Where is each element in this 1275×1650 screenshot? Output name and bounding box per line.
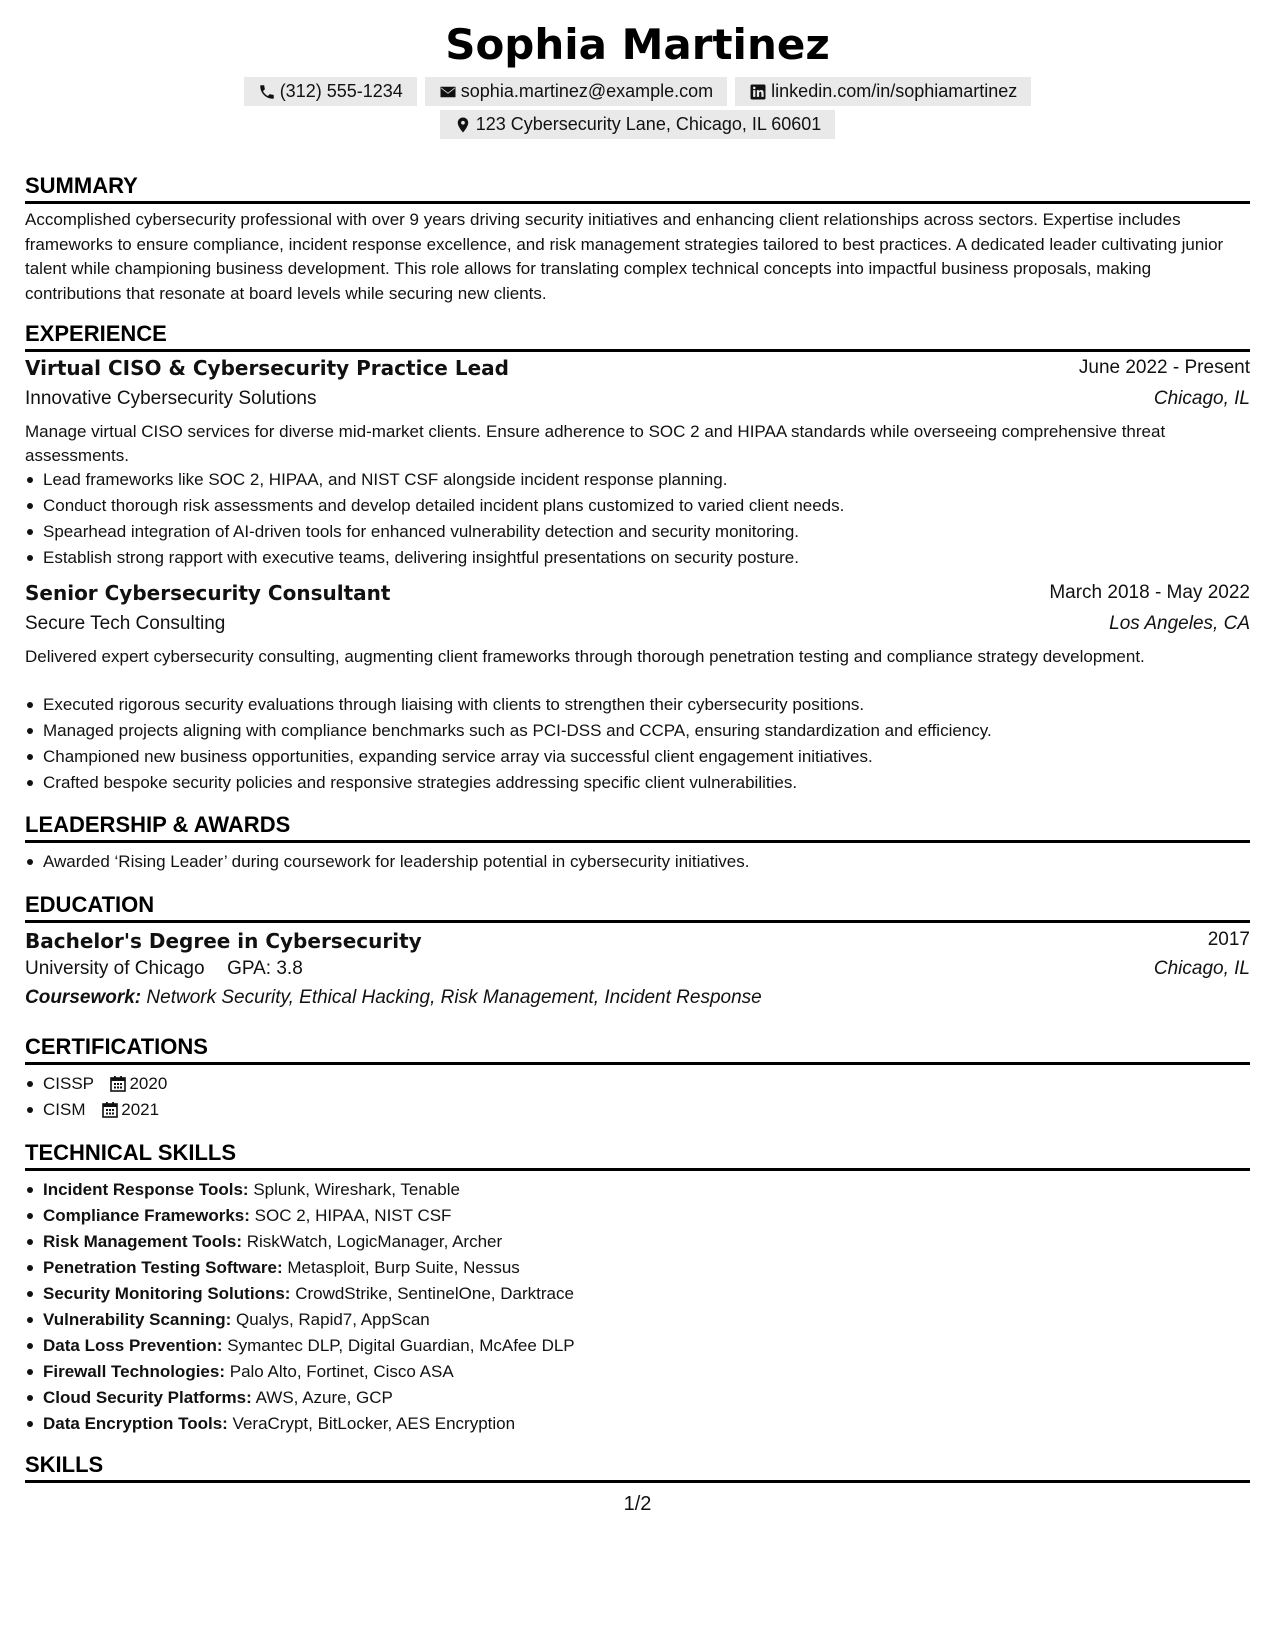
job-title: Virtual CISO & Cybersecurity Practice Lead (25, 356, 509, 380)
map-pin-icon (454, 116, 472, 134)
skill-label: Risk Management Tools: (43, 1232, 242, 1251)
list-item (43, 1411, 1250, 1437)
list-item (43, 1385, 1250, 1411)
section-title: EDUCATION (25, 892, 155, 917)
contact-row (25, 77, 1250, 106)
list-item (43, 1071, 1250, 1097)
technical-skills-section (25, 1139, 1250, 1171)
skill-value: Splunk, Wireshark, Tenable (253, 1180, 460, 1199)
skill-value: RiskWatch, LogicManager, Archer (246, 1232, 503, 1251)
job-dates: June 2022 - Present (1078, 357, 1250, 378)
skills-section (25, 1451, 1250, 1483)
job-bullets (25, 467, 1250, 571)
list-item (43, 1333, 1250, 1359)
skill-value: AWS, Azure, GCP (255, 1388, 393, 1407)
cert-name: CISM (43, 1100, 86, 1119)
degree-title: Bachelor's Degree in Cybersecurity (25, 929, 422, 953)
list-item (43, 1359, 1250, 1385)
linkedin-chip[interactable] (735, 77, 1031, 106)
phone-icon (258, 83, 276, 101)
email-text: sophia.martinez@example.com (460, 81, 714, 101)
section-title: EXPERIENCE (25, 321, 167, 346)
skill-value: Symantec DLP, Digital Guardian, McAfee DLP (227, 1336, 575, 1355)
section-divider (25, 920, 1250, 923)
page-number: 1/2 (623, 1493, 652, 1515)
list-item: Executed rigorous security evaluations through liaising with clients to strengthen their cybersecurity positions. (43, 692, 1250, 718)
list-item (43, 1097, 1250, 1123)
coursework (25, 987, 762, 1009)
technical-skills-list (25, 1177, 1250, 1437)
list-item (43, 1307, 1250, 1333)
section-divider (25, 840, 1250, 843)
job-location: Chicago, IL (1153, 388, 1250, 409)
list-item: Championed new business opportunities, expanding service array via successful client engagement initiatives. (43, 744, 1250, 770)
certifications-list (25, 1071, 1250, 1123)
skill-value: Metasploit, Burp Suite, Nessus (287, 1258, 520, 1277)
job-description: Manage virtual CISO services for diverse mid-market clients. Ensure adherence to SOC 2 and HIPAA standards while overseeing comprehensive threat assessments. (25, 422, 1166, 465)
list-item: Spearhead integration of AI-driven tools for enhanced vulnerability detection and security monitoring. (43, 519, 1250, 545)
section-title: TECHNICAL SKILLS (25, 1140, 237, 1165)
address-text: 123 Cybersecurity Lane, Chicago, IL 60601 (475, 114, 822, 134)
list-item: Awarded ‘Rising Leader’ during coursework for leadership potential in cybersecurity initiatives. (43, 849, 1250, 875)
education-section (25, 891, 1250, 923)
list-item (43, 1229, 1250, 1255)
list-item: Conduct thorough risk assessments and develop detailed incident plans customized to varied client needs. (43, 493, 1250, 519)
address-row (25, 110, 1250, 139)
skill-label: Firewall Technologies: (43, 1362, 225, 1381)
phone-text: (312) 555-1234 (279, 81, 403, 101)
cert-name: CISSP (43, 1074, 94, 1093)
linkedin-icon (749, 83, 767, 101)
job-location: Los Angeles, CA (1109, 613, 1250, 634)
list-item: Lead frameworks like SOC 2, HIPAA, and NIST CSF alongside incident response planning. (43, 467, 1250, 493)
skill-label: Incident Response Tools: (43, 1180, 249, 1199)
list-item: Crafted bespoke security policies and responsive strategies addressing specific client vulnerabilities. (43, 770, 1250, 796)
skill-label: Penetration Testing Software: (43, 1258, 283, 1277)
section-title: LEADERSHIP & AWARDS (25, 812, 291, 837)
list-item: Establish strong rapport with executive teams, delivering insightful presentations on security posture. (43, 545, 1250, 571)
skill-value: Qualys, Rapid7, AppScan (236, 1310, 430, 1329)
summary-section (25, 172, 1250, 204)
calendar-icon (102, 1101, 118, 1118)
section-divider (25, 349, 1250, 352)
candidate-name: Sophia Martinez (445, 20, 830, 69)
job-company: Innovative Cybersecurity Solutions (25, 388, 317, 409)
skill-label: Security Monitoring Solutions: (43, 1284, 291, 1303)
list-item (43, 1281, 1250, 1307)
linkedin-text: linkedin.com/in/sophiamartinez (771, 81, 1018, 101)
section-divider (25, 1480, 1250, 1483)
experience-section (25, 320, 1250, 352)
job-title: Senior Cybersecurity Consultant (25, 581, 391, 605)
skill-label: Cloud Security Platforms: (43, 1388, 252, 1407)
envelope-icon (439, 83, 457, 101)
section-divider (25, 201, 1250, 204)
leadership-section (25, 811, 1250, 843)
coursework-list: Network Security, Ethical Hacking, Risk Management, Incident Response (146, 987, 762, 1008)
address-chip (440, 110, 836, 139)
skill-label: Data Encryption Tools: (43, 1414, 228, 1433)
gpa: GPA: 3.8 (227, 958, 303, 979)
section-divider (25, 1168, 1250, 1171)
section-title: CERTIFICATIONS (25, 1034, 208, 1059)
job-description: Delivered expert cybersecurity consulting, augmenting client frameworks through thorough penetration testing and compliance strategy development. (25, 647, 1145, 666)
job-company: Secure Tech Consulting (25, 613, 226, 634)
certifications-section (25, 1033, 1250, 1065)
cert-year: 2021 (121, 1100, 160, 1119)
skill-value: VeraCrypt, BitLocker, AES Encryption (232, 1414, 516, 1433)
skill-label: Data Loss Prevention: (43, 1336, 223, 1355)
section-title: SUMMARY (25, 173, 138, 198)
skill-value: SOC 2, HIPAA, NIST CSF (254, 1206, 452, 1225)
list-item (43, 1203, 1250, 1229)
skill-label: Compliance Frameworks: (43, 1206, 250, 1225)
leadership-list (25, 849, 1250, 875)
phone-chip[interactable] (244, 77, 417, 106)
summary-text: Accomplished cybersecurity professional with over 9 years driving security initiatives and enhancing client relationships across sectors. Expertise includes frameworks to ensure compliance, incident response excellence, and risk management strategies tailored to best practices. A dedicated leader cultivating junior talent while championing business development. This role allows for translating complex technical concepts into impactful business proposals, making contributions that resonate at board levels while securing new clients. (25, 210, 1224, 303)
list-item (43, 1255, 1250, 1281)
skill-label: Vulnerability Scanning: (43, 1310, 232, 1329)
list-item: Managed projects aligning with compliance benchmarks such as PCI-DSS and CCPA, ensuring standardization and efficiency. (43, 718, 1250, 744)
section-divider (25, 1062, 1250, 1065)
skill-value: CrowdStrike, SentinelOne, Darktrace (295, 1284, 574, 1303)
cert-year: 2020 (129, 1074, 168, 1093)
section-title: SKILLS (25, 1452, 104, 1477)
email-chip[interactable] (425, 77, 727, 106)
job-bullets (25, 692, 1250, 796)
coursework-label: Coursework: (25, 987, 142, 1008)
calendar-icon (110, 1075, 126, 1092)
job-dates: March 2018 - May 2022 (1049, 582, 1250, 603)
school-line (25, 958, 303, 980)
school-name: University of Chicago (25, 958, 205, 979)
graduation-year: 2017 (1207, 929, 1250, 950)
list-item (43, 1177, 1250, 1203)
skill-value: Palo Alto, Fortinet, Cisco ASA (229, 1362, 454, 1381)
school-location: Chicago, IL (1153, 958, 1250, 979)
